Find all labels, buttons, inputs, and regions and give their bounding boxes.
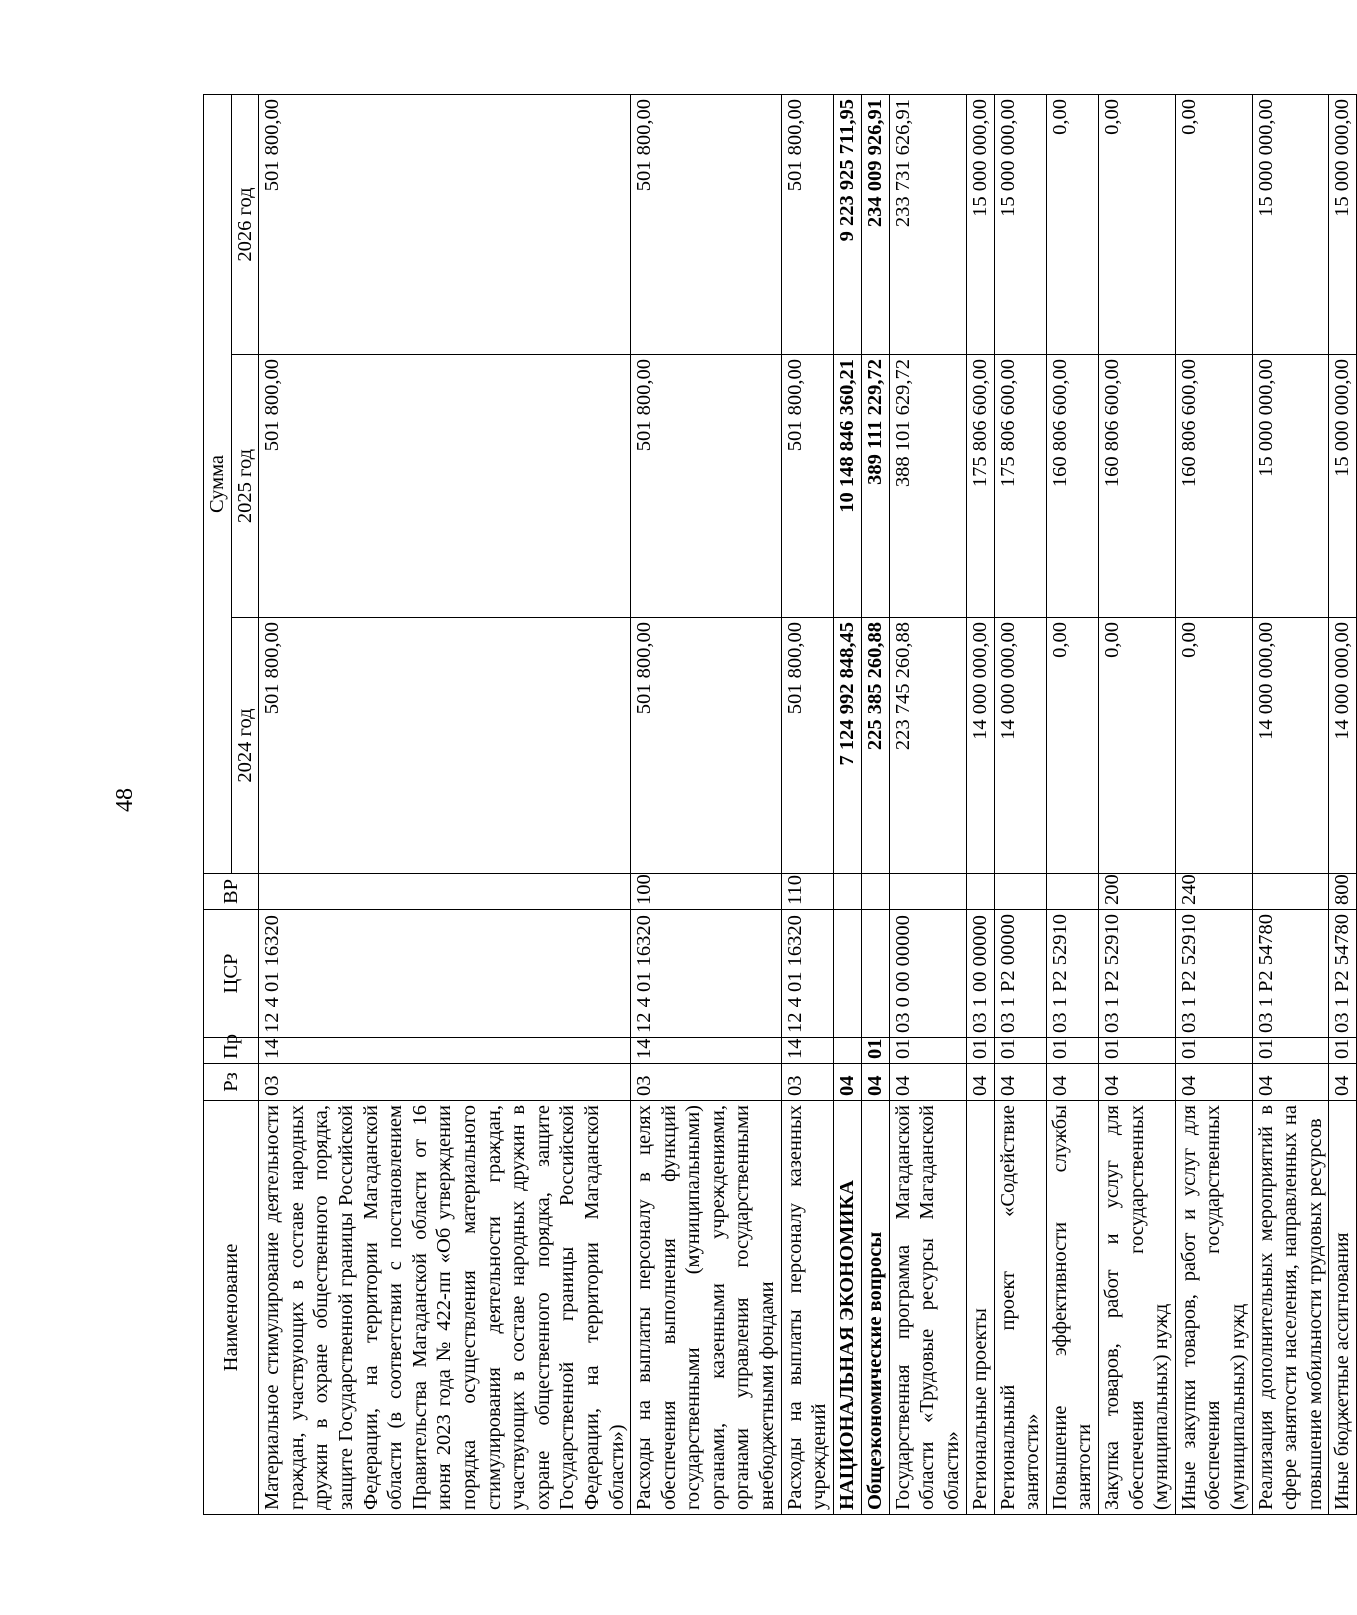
row-name: Региональный проект «Содействие занятости» bbox=[994, 1101, 1046, 1515]
row-sum-2025: 388 101 629,72 bbox=[889, 355, 966, 618]
row-sum-2025: 15 000 000,00 bbox=[1252, 355, 1329, 618]
row-name: Расходы на выплаты персоналу в целях обеспечения выполнения функций государственными (муниципальными) органами, казенными учреждениями, органами управления государственными внебюджетными фондами bbox=[631, 1101, 782, 1515]
row-csr: 03 1 Р2 52910 bbox=[1046, 910, 1098, 1038]
header-sum: Сумма bbox=[204, 94, 232, 873]
table-row bbox=[994, 94, 1046, 1514]
row-pr: 14 bbox=[259, 1038, 631, 1064]
row-csr: 12 4 01 16320 bbox=[631, 910, 782, 1038]
row-name: НАЦИОНАЛЬНАЯ ЭКОНОМИКА bbox=[833, 1101, 861, 1515]
row-csr: 03 1 Р2 54780 bbox=[1252, 910, 1329, 1038]
row-sum-2025: 10 148 846 360,21 bbox=[833, 355, 861, 618]
row-sum-2024: 0,00 bbox=[1046, 618, 1098, 874]
row-name: Материальное стимулирование деятельности граждан, участвующих в составе народных дружин в охране общественного порядка, защите Государственной границы Российской Федерации, на территории Магаданской области (в соответствии с постановлением Правительства Магаданской области от 16 июня 2023 года № 422-пп «Об утверждении порядка осуществления материального стимулирования деятельности граждан, участвующих в составе народных дружин в охране общественного порядка, защите Государственной границы Российской Федерации, на территории Магаданской области») bbox=[259, 1101, 631, 1515]
row-name: Общеэкономические вопросы bbox=[861, 1101, 889, 1515]
row-sum-2024: 0,00 bbox=[1099, 618, 1176, 874]
table-row bbox=[861, 94, 889, 1514]
row-sum-2026: 15 000 000,00 bbox=[994, 94, 1046, 354]
row-csr bbox=[833, 910, 861, 1038]
header-2025: 2025 год bbox=[231, 355, 259, 618]
budget-table bbox=[203, 94, 1357, 1515]
header-name: Наименование bbox=[204, 1101, 259, 1515]
row-rz: 04 bbox=[833, 1064, 861, 1101]
row-pr: 01 bbox=[1099, 1038, 1176, 1064]
row-rz: 04 bbox=[966, 1064, 994, 1101]
row-name: Региональные проекты bbox=[966, 1101, 994, 1515]
row-sum-2026: 501 800,00 bbox=[631, 94, 782, 354]
row-vr bbox=[966, 874, 994, 910]
header-vr: ВР bbox=[204, 874, 259, 910]
row-sum-2025: 501 800,00 bbox=[259, 355, 631, 618]
row-name: Государственная программа Магаданской области «Трудовые ресурсы Магаданской области» bbox=[889, 1101, 966, 1515]
row-sum-2025: 501 800,00 bbox=[781, 355, 833, 618]
row-name: Иные бюджетные ассигнования bbox=[1329, 1101, 1357, 1515]
row-vr: 800 bbox=[1329, 874, 1357, 910]
row-vr bbox=[833, 874, 861, 910]
row-sum-2026: 0,00 bbox=[1175, 94, 1252, 354]
budget-table-wrapper bbox=[203, 95, 1354, 1515]
row-sum-2025: 15 000 000,00 bbox=[1329, 355, 1357, 618]
row-rz: 03 bbox=[781, 1064, 833, 1101]
row-vr: 100 bbox=[631, 874, 782, 910]
row-name: Реализация дополнительных мероприятий в сфере занятости населения, направленных на повышение мобильности трудовых ресурсов bbox=[1252, 1101, 1329, 1515]
header-pr: Пр bbox=[204, 1038, 259, 1064]
header-csr: ЦСР bbox=[204, 910, 259, 1038]
row-sum-2024: 14 000 000,00 bbox=[1329, 618, 1357, 874]
table-row bbox=[1099, 94, 1176, 1514]
row-sum-2024: 7 124 992 848,45 bbox=[833, 618, 861, 874]
table-row bbox=[833, 94, 861, 1514]
row-pr: 14 bbox=[781, 1038, 833, 1064]
row-name: Повышение эффективности службы занятости bbox=[1046, 1101, 1098, 1515]
row-pr: 01 bbox=[966, 1038, 994, 1064]
row-vr bbox=[994, 874, 1046, 910]
row-rz: 04 bbox=[1175, 1064, 1252, 1101]
row-csr: 03 1 Р2 52910 bbox=[1099, 910, 1176, 1038]
row-rz: 04 bbox=[1329, 1064, 1357, 1101]
row-sum-2026: 233 731 626,91 bbox=[889, 94, 966, 354]
row-sum-2024: 14 000 000,00 bbox=[994, 618, 1046, 874]
row-sum-2026: 9 223 925 711,95 bbox=[833, 94, 861, 354]
table-row bbox=[1252, 94, 1329, 1514]
header-2026: 2026 год bbox=[231, 94, 259, 354]
row-sum-2024: 225 385 260,88 bbox=[861, 618, 889, 874]
row-sum-2025: 175 806 600,00 bbox=[966, 355, 994, 618]
row-csr: 03 1 Р2 00000 bbox=[994, 910, 1046, 1038]
row-sum-2026: 15 000 000,00 bbox=[1329, 94, 1357, 354]
table-row bbox=[966, 94, 994, 1514]
row-sum-2026: 234 009 926,91 bbox=[861, 94, 889, 354]
row-sum-2026: 501 800,00 bbox=[259, 94, 631, 354]
row-sum-2025: 160 806 600,00 bbox=[1175, 355, 1252, 618]
table-row bbox=[631, 94, 782, 1514]
row-sum-2026: 15 000 000,00 bbox=[966, 94, 994, 354]
table-row bbox=[1046, 94, 1098, 1514]
header-rz: Рз bbox=[204, 1064, 259, 1101]
row-sum-2026: 0,00 bbox=[1099, 94, 1176, 354]
row-sum-2024: 501 800,00 bbox=[259, 618, 631, 874]
row-sum-2025: 160 806 600,00 bbox=[1046, 355, 1098, 618]
row-vr bbox=[861, 874, 889, 910]
table-row bbox=[259, 94, 631, 1514]
table-row bbox=[781, 94, 833, 1514]
row-csr: 03 1 Р2 52910 bbox=[1175, 910, 1252, 1038]
row-pr: 01 bbox=[1329, 1038, 1357, 1064]
row-sum-2024: 501 800,00 bbox=[631, 618, 782, 874]
row-rz: 04 bbox=[994, 1064, 1046, 1101]
row-csr: 12 4 01 16320 bbox=[781, 910, 833, 1038]
row-pr: 14 bbox=[631, 1038, 782, 1064]
row-vr: 200 bbox=[1099, 874, 1176, 910]
row-vr bbox=[1046, 874, 1098, 910]
row-sum-2024: 0,00 bbox=[1175, 618, 1252, 874]
row-sum-2026: 501 800,00 bbox=[781, 94, 833, 354]
row-sum-2024: 14 000 000,00 bbox=[1252, 618, 1329, 874]
row-sum-2024: 501 800,00 bbox=[781, 618, 833, 874]
row-name: Расходы на выплаты персоналу казенных учреждений bbox=[781, 1101, 833, 1515]
row-vr bbox=[889, 874, 966, 910]
row-pr: 01 bbox=[994, 1038, 1046, 1064]
row-sum-2024: 14 000 000,00 bbox=[966, 618, 994, 874]
row-pr: 01 bbox=[889, 1038, 966, 1064]
row-sum-2025: 501 800,00 bbox=[631, 355, 782, 618]
row-sum-2025: 160 806 600,00 bbox=[1099, 355, 1176, 618]
row-vr: 240 bbox=[1175, 874, 1252, 910]
row-rz: 03 bbox=[631, 1064, 782, 1101]
row-rz: 04 bbox=[1252, 1064, 1329, 1101]
row-rz: 04 bbox=[1099, 1064, 1176, 1101]
row-sum-2026: 15 000 000,00 bbox=[1252, 94, 1329, 354]
row-csr: 12 4 01 16320 bbox=[259, 910, 631, 1038]
table-row bbox=[889, 94, 966, 1514]
row-name: Закупка товаров, работ и услуг для обеспечения государственных (муниципальных) нужд bbox=[1099, 1101, 1176, 1515]
row-pr: 01 bbox=[861, 1038, 889, 1064]
row-sum-2026: 0,00 bbox=[1046, 94, 1098, 354]
row-vr bbox=[259, 874, 631, 910]
row-rz: 03 bbox=[259, 1064, 631, 1101]
row-sum-2024: 223 745 260,88 bbox=[889, 618, 966, 874]
row-csr bbox=[861, 910, 889, 1038]
row-pr: 01 bbox=[1046, 1038, 1098, 1064]
row-rz: 04 bbox=[889, 1064, 966, 1101]
row-sum-2025: 389 111 229,72 bbox=[861, 355, 889, 618]
page-number: 48 bbox=[112, 788, 138, 812]
row-vr bbox=[1252, 874, 1329, 910]
row-pr: 01 bbox=[1175, 1038, 1252, 1064]
row-pr: 01 bbox=[1252, 1038, 1329, 1064]
row-name: Иные закупки товаров, работ и услуг для обеспечения государственных (муниципальных) нужд bbox=[1175, 1101, 1252, 1515]
table-row bbox=[1175, 94, 1252, 1514]
row-rz: 04 bbox=[1046, 1064, 1098, 1101]
row-pr bbox=[833, 1038, 861, 1064]
row-csr: 03 1 00 00000 bbox=[966, 910, 994, 1038]
table-row bbox=[1329, 94, 1357, 1514]
row-sum-2025: 175 806 600,00 bbox=[994, 355, 1046, 618]
row-csr: 03 1 Р2 54780 bbox=[1329, 910, 1357, 1038]
row-rz: 04 bbox=[861, 1064, 889, 1101]
header-2024: 2024 год bbox=[231, 618, 259, 874]
row-csr: 03 0 00 00000 bbox=[889, 910, 966, 1038]
row-vr: 110 bbox=[781, 874, 833, 910]
